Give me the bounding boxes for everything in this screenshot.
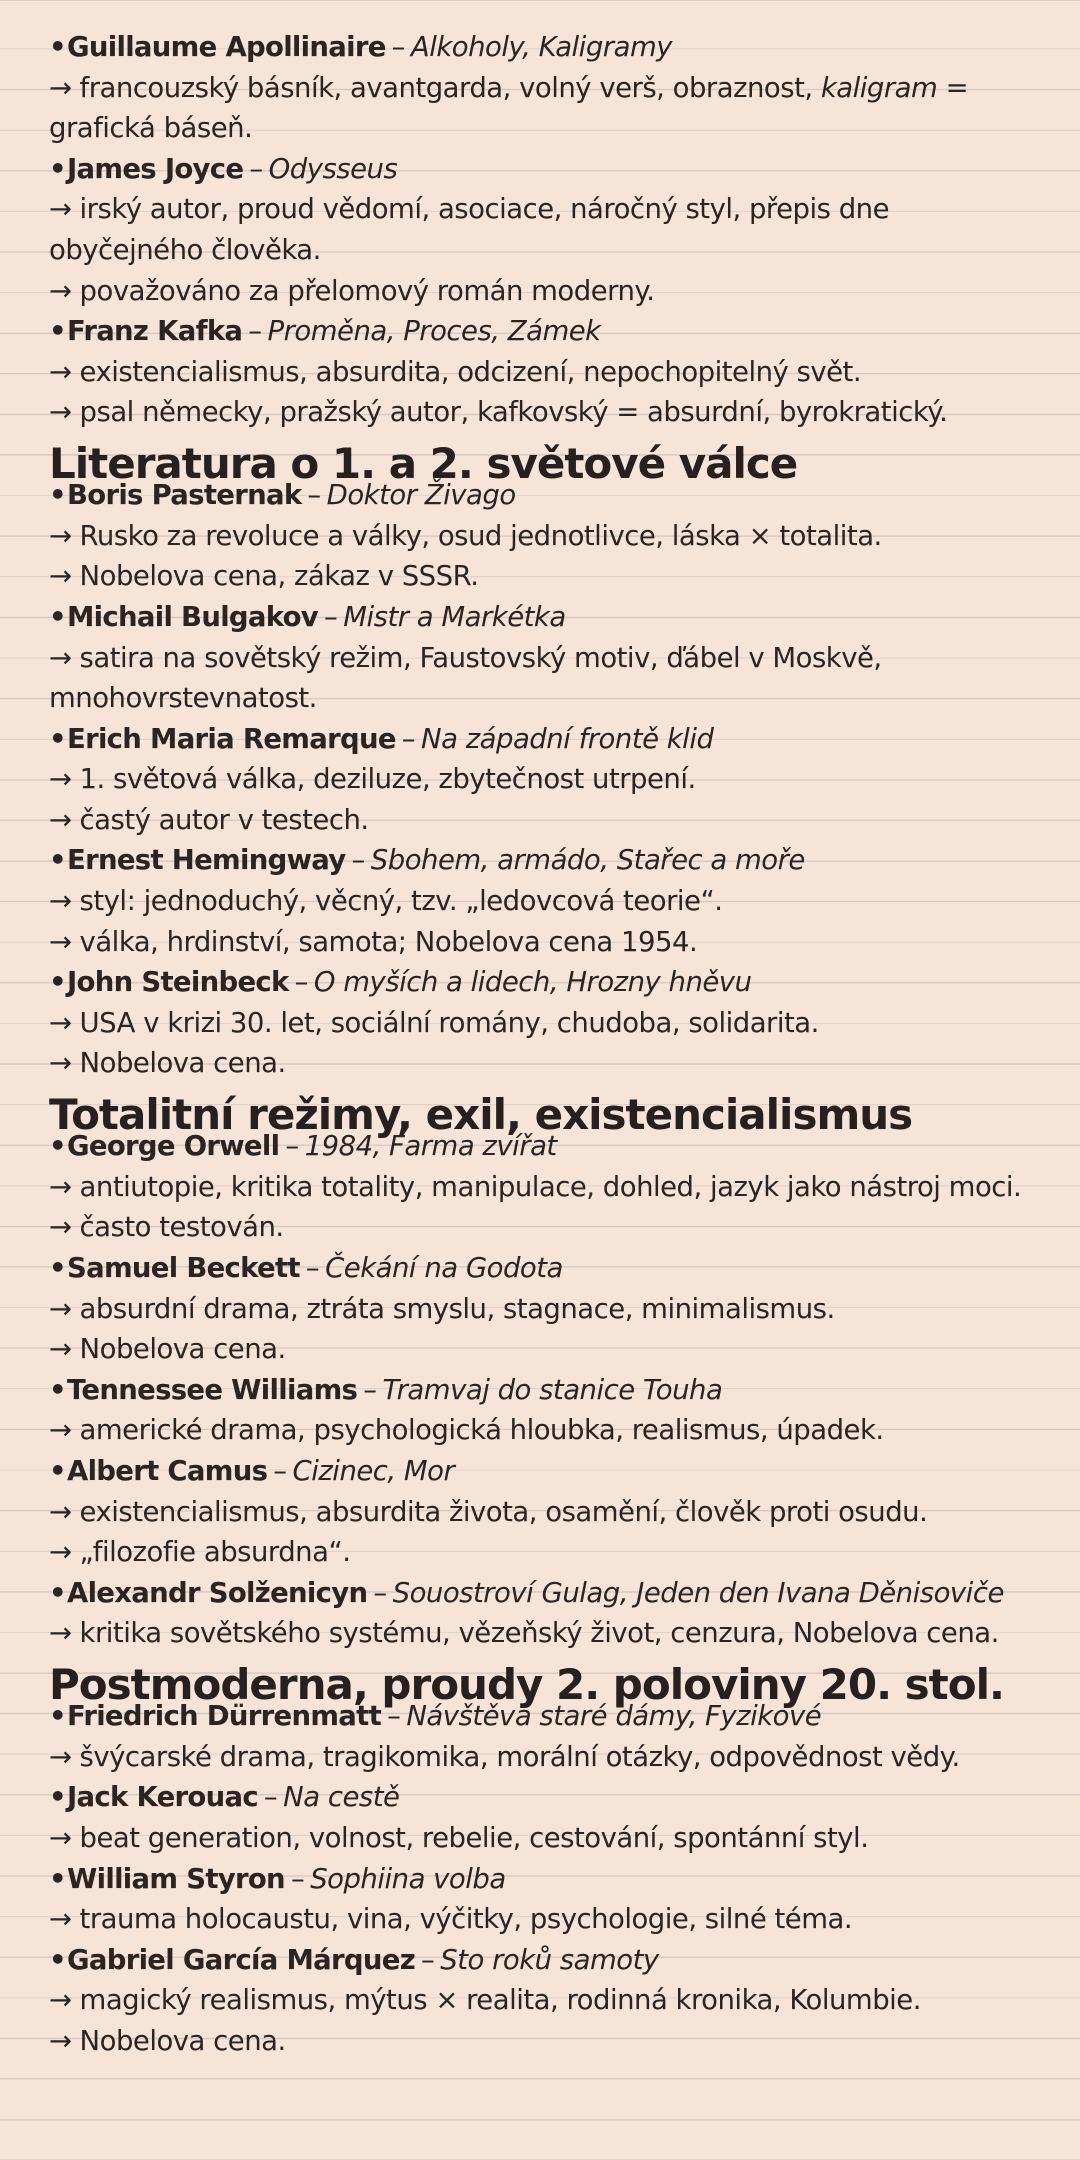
author-entry [49, 840, 1040, 881]
author-name: Michail Bulgakov [67, 600, 319, 633]
works-title: Sbohem, armádo, Stařec a moře [370, 844, 805, 877]
arrow-right-icon: → [49, 396, 72, 429]
arrow-right-icon: → [49, 763, 72, 796]
bullet-icon: • [49, 844, 67, 877]
bullet-icon: • [49, 315, 67, 348]
note-line [49, 922, 1040, 963]
note-text: francouzský básník, avantgarda, volný verš, obraznost, [79, 71, 821, 104]
arrow-right-icon: → [49, 803, 72, 836]
author-name: Ernest Hemingway [67, 844, 346, 877]
note-line [49, 1492, 1040, 1533]
works-title: Souostroví Gulag, Jeden den Ivana Děnisoviče [392, 1576, 1004, 1609]
note-text: „filozofie absurdna“. [79, 1536, 351, 1569]
bullet-icon: • [49, 1130, 67, 1163]
dash-separator: – [373, 1576, 387, 1609]
bullet-icon: • [49, 600, 67, 633]
author-entry [49, 149, 1040, 190]
bullet-icon: • [49, 966, 67, 999]
note-line [49, 189, 1040, 230]
author-entry [49, 1451, 1040, 1492]
section-heading: Postmoderna, proudy 2. poloviny 20. stol. [49, 1659, 1004, 1709]
note-text: americké drama, psychologická hloubka, realismus, úpadek. [79, 1414, 884, 1447]
note-line [49, 230, 1040, 271]
note-text: kritika sovětského systému, vězeňský život, cenzura, Nobelova cena. [79, 1617, 999, 1650]
dash-separator: – [285, 1130, 299, 1163]
arrow-right-icon: → [49, 641, 72, 674]
author-entry [49, 1859, 1040, 1900]
works-title: Návštěva staré dámy, Fyzikové [406, 1700, 822, 1733]
author-entry [49, 719, 1040, 760]
arrow-right-icon: → [49, 1047, 72, 1080]
arrow-right-icon: → [49, 2024, 72, 2057]
works-title: Sophiina volba [310, 1862, 506, 1895]
note-line [49, 1003, 1040, 1044]
author-name: John Steinbeck [67, 966, 289, 999]
arrow-right-icon: → [49, 1740, 72, 1773]
arrow-right-icon: → [49, 519, 72, 552]
note-text: styl: jednoduchý, věcný, tzv. „ledovcová teorie“. [79, 885, 723, 918]
dash-separator: – [363, 1373, 377, 1406]
arrow-right-icon: → [49, 1006, 72, 1039]
arrow-right-icon: → [49, 560, 72, 593]
dash-separator: – [248, 315, 262, 348]
author-name: Friedrich Dürrenmatt [67, 1700, 382, 1733]
works-title: Na cestě [283, 1781, 400, 1814]
note-line [49, 556, 1040, 597]
works-title: 1984, Farma zvířat [304, 1130, 557, 1163]
note-text: existencialismus, absurdita života, osamění, člověk proti osudu. [79, 1495, 928, 1528]
dash-separator: – [421, 1943, 435, 1976]
note-text: Nobelova cena. [79, 1047, 286, 1080]
works-title: Proměna, Proces, Zámek [267, 315, 601, 348]
author-name: Tennessee Williams [67, 1373, 358, 1406]
note-text: mnohovrstevnatost. [49, 682, 317, 715]
works-title: Cizinec, Mor [292, 1454, 455, 1487]
arrow-right-icon: → [49, 1333, 72, 1366]
author-entry [49, 1940, 1040, 1981]
note-text: absurdní drama, ztráta smyslu, stagnace, minimalismus. [79, 1292, 835, 1325]
note-term: kaligram [820, 71, 938, 104]
author-entry [49, 1777, 1040, 1818]
note-text: Nobelova cena. [79, 1333, 286, 1366]
dash-separator: – [401, 722, 416, 755]
works-title: Doktor Živago [326, 479, 516, 512]
dash-separator: – [290, 1862, 305, 1895]
dash-separator: – [263, 1781, 278, 1814]
note-line [49, 678, 1040, 719]
dash-separator: – [324, 600, 338, 633]
arrow-right-icon: → [49, 885, 72, 918]
dash-separator: – [391, 31, 405, 63]
arrow-right-icon: → [49, 1414, 72, 1447]
note-line [49, 68, 1040, 109]
arrow-right-icon: → [49, 1821, 72, 1854]
note-text: 1. světová válka, deziluze, zbytečnost utrpení. [79, 763, 696, 796]
arrow-right-icon: → [49, 355, 72, 388]
dash-separator: – [351, 844, 365, 877]
works-title: Na západní frontě klid [421, 722, 714, 755]
bullet-icon: • [49, 479, 67, 512]
note-text: trauma holocaustu, vina, výčitky, psychologie, silné téma. [79, 1903, 853, 1936]
works-title: Tramvaj do stanice Touha [382, 1373, 723, 1406]
bullet-icon: • [49, 1252, 67, 1284]
works-title: Sto roků samoty [440, 1943, 659, 1976]
bullet-icon: • [49, 1781, 67, 1814]
note-line [49, 1207, 1040, 1248]
dash-separator: – [305, 1252, 320, 1284]
note-line [49, 271, 1040, 312]
arrow-right-icon: → [49, 1292, 72, 1325]
arrow-right-icon: → [49, 1495, 72, 1528]
note-line [49, 1818, 1040, 1859]
bullet-icon: • [49, 722, 67, 755]
dash-separator: – [249, 152, 263, 185]
note-text: Nobelova cena. [79, 2024, 286, 2057]
note-line [49, 638, 1040, 679]
note-text-end: = [937, 71, 969, 104]
dash-separator: – [294, 966, 308, 999]
dash-separator: – [387, 1700, 401, 1733]
arrow-right-icon: → [49, 1903, 72, 1936]
arrow-right-icon: → [49, 71, 72, 104]
note-text: antiutopie, kritika totality, manipulace, dohled, jazyk jako nástroj moci. [79, 1170, 1022, 1203]
author-name: James Joyce [67, 152, 244, 185]
arrow-right-icon: → [49, 1170, 72, 1203]
note-line [49, 1899, 1040, 1940]
note-line [49, 1289, 1040, 1330]
author-name: George Orwell [67, 1130, 280, 1163]
note-text: USA v krizi 30. let, sociální romány, chudoba, solidarita. [79, 1006, 819, 1039]
section-heading: Literatura o 1. a 2. světové válce [49, 438, 798, 488]
note-text: irský autor, proud vědomí, asociace, náročný styl, přepis dne [79, 193, 890, 226]
author-entry [49, 1573, 1040, 1614]
note-text: válka, hrdinství, samota; Nobelova cena 1954. [79, 925, 698, 958]
note-line [49, 759, 1040, 800]
note-line [49, 1532, 1040, 1573]
author-entry [49, 1248, 1040, 1289]
author-entry [49, 475, 1040, 516]
bullet-icon: • [49, 1454, 67, 1487]
works-title: Odysseus [268, 152, 398, 185]
arrow-right-icon: → [49, 1536, 72, 1569]
author-entry [49, 1696, 1040, 1737]
note-line [49, 1167, 1040, 1208]
note-text: existencialismus, absurdita, odcizení, nepochopitelný svět. [79, 355, 862, 388]
note-line [49, 1329, 1040, 1370]
author-name: Samuel Beckett [67, 1252, 300, 1284]
note-line [49, 800, 1040, 841]
author-name: Albert Camus [67, 1454, 268, 1487]
bullet-icon: • [49, 31, 67, 63]
works-title: Alkoholy, Kaligramy [410, 31, 673, 63]
note-text: beat generation, volnost, rebelie, cestování, spontánní styl. [79, 1821, 869, 1854]
author-entry [49, 1370, 1040, 1411]
arrow-right-icon: → [49, 274, 72, 307]
author-entry [49, 311, 1040, 352]
note-line [49, 352, 1040, 393]
arrow-right-icon: → [49, 925, 72, 958]
bullet-icon: • [49, 1943, 67, 1976]
author-entry [49, 962, 1040, 1003]
note-text: psal německy, pražský autor, kafkovský = absurdní, byrokratický. [79, 396, 948, 429]
author-name: Jack Kerouac [67, 1781, 258, 1814]
arrow-right-icon: → [49, 193, 72, 226]
note-line [49, 1980, 1040, 2021]
author-name: Erich Maria Remarque [67, 722, 396, 755]
bullet-icon: • [49, 1373, 67, 1406]
note-line [49, 2021, 1040, 2062]
dash-separator: – [307, 479, 321, 512]
works-title: Mistr a Markétka [343, 600, 566, 633]
dash-separator: – [273, 1454, 287, 1487]
author-name: Boris Pasternak [67, 479, 302, 512]
note-text: grafická báseň. [49, 112, 253, 145]
author-name: William Styron [67, 1862, 285, 1895]
note-text: často testován. [79, 1211, 284, 1244]
author-name: Guillaume Apollinaire [67, 31, 386, 63]
note-text: považováno za přelomový román moderny. [79, 274, 655, 307]
note-line [49, 516, 1040, 557]
arrow-right-icon: → [49, 1984, 72, 2017]
author-entry [49, 27, 1040, 68]
note-line [49, 108, 1040, 149]
arrow-right-icon: → [49, 1211, 72, 1244]
note-text: Nobelova cena, zákaz v SSSR. [79, 560, 479, 593]
note-line [49, 1410, 1040, 1451]
note-line [49, 1737, 1040, 1778]
section-heading: Totalitní režimy, exil, existencialismus [49, 1090, 913, 1140]
note-text: švýcarské drama, tragikomika, morální otázky, odpovědnost vědy. [79, 1740, 960, 1773]
arrow-right-icon: → [49, 1617, 72, 1650]
note-text: obyčejného člověka. [49, 233, 321, 266]
author-name: Gabriel García Márquez [67, 1943, 416, 1976]
note-line [49, 881, 1040, 922]
author-name: Franz Kafka [67, 315, 243, 348]
note-text: častý autor v testech. [79, 803, 369, 836]
note-text: Rusko za revoluce a války, osud jednotlivce, láska × totalita. [79, 519, 882, 552]
note-text: magický realismus, mýtus × realita, rodinná kronika, Kolumbie. [79, 1984, 921, 2017]
bullet-icon: • [49, 152, 67, 185]
author-name: Alexandr Solženicyn [67, 1576, 368, 1609]
works-title: Čekání na Godota [325, 1252, 563, 1284]
note-text: satira na sovětský režim, Faustovský motiv, ďábel v Moskvě, [79, 641, 882, 674]
author-entry [49, 597, 1040, 638]
bullet-icon: • [49, 1862, 67, 1895]
author-entry [49, 1126, 1040, 1167]
bullet-icon: • [49, 1700, 67, 1733]
works-title: O myších a lidech, Hrozny hněvu [313, 966, 752, 999]
bullet-icon: • [49, 1576, 67, 1609]
